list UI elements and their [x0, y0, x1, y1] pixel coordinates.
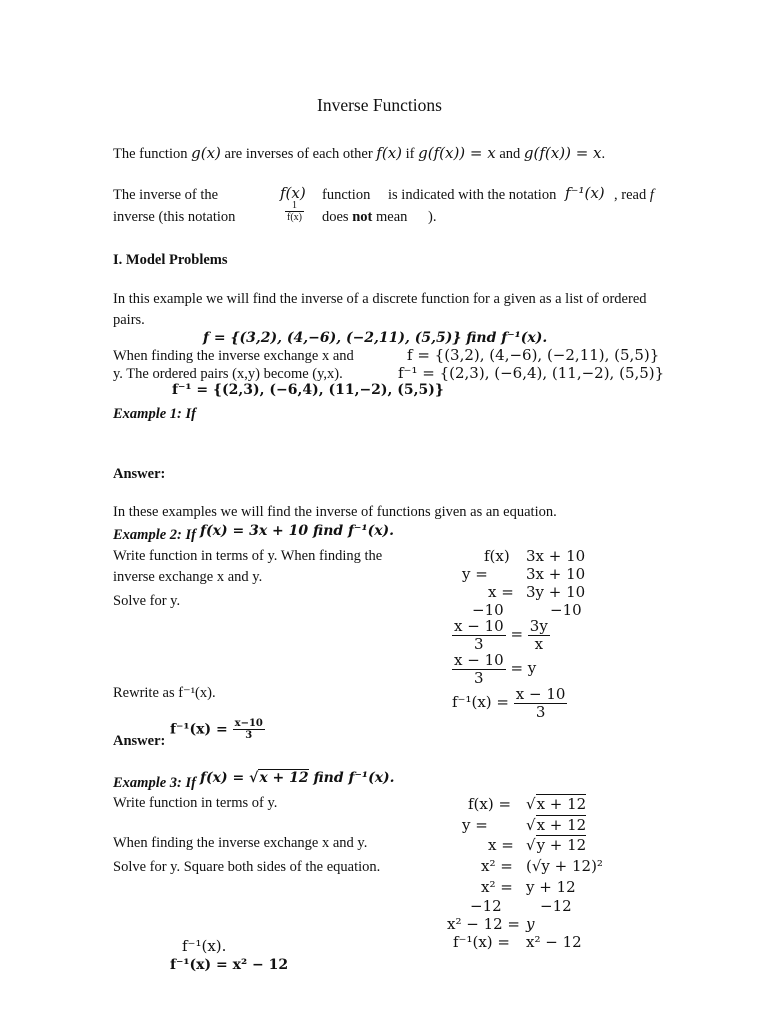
ex3-work-r7l: x² − 12 =	[447, 915, 521, 933]
ex3-work-r7r: y	[526, 915, 535, 933]
discrete-work2: f⁻¹ = {(2,3), (−6,4), (11,−2), (5,5)}	[398, 364, 665, 382]
ex3-work-r1r	[526, 796, 586, 813]
sqrt-sign: √	[249, 770, 259, 786]
example1-answer-label: Answer:	[113, 466, 166, 482]
ex3-r2-radicand: x + 12	[536, 816, 587, 834]
notation-line1-c: is indicated with the notation	[388, 187, 557, 203]
ex2-r7-den: 3	[535, 702, 546, 721]
ex2-r5-rnum: 3y	[529, 617, 548, 635]
ex2-work-r2r: 3x + 10	[526, 565, 586, 583]
ex2-work-r3l: x =	[488, 583, 514, 601]
example3-label: Example 3: If	[113, 775, 196, 791]
example3-step3: Solve for y. Square both sides of the equation.	[113, 859, 381, 875]
sqrt-sign: √	[526, 816, 536, 834]
ex3-problem-lhs: f(x) =	[200, 770, 245, 786]
ex3-work-r6l: −12	[470, 897, 502, 915]
intro-text: are inverses of each other	[224, 146, 373, 162]
ex2-r5-num: x − 10	[454, 617, 504, 635]
notation-line1-a: The inverse of the	[113, 187, 219, 203]
ex3-work-r5l: x² =	[481, 878, 513, 896]
composition-1: g(f(x)) = x	[418, 144, 496, 162]
discrete-step1	[113, 349, 354, 365]
ex2-r5-eq: =	[510, 625, 524, 643]
notation-line1-b: function	[322, 187, 371, 203]
sqrt-sign: √	[526, 795, 536, 813]
ex2-work-r7	[452, 686, 567, 720]
notation-finv: f⁻¹(x)	[565, 184, 605, 202]
notation-read: , read	[614, 187, 647, 203]
notation-does: does	[322, 209, 349, 225]
discrete-step2: y. The ordered pairs (x,y) become (y,x).	[113, 366, 343, 382]
discrete-step1-text: When finding the inverse exchange x and	[113, 348, 354, 364]
section-heading: I. Model Problems	[113, 252, 228, 268]
notation-line2-b	[322, 210, 407, 226]
example2-rewrite: Rewrite as f⁻¹(x).	[113, 685, 216, 701]
example2-problem: f(x) = 3x + 10 find f⁻¹(x).	[200, 523, 395, 539]
notation-line2-a: inverse (this notation	[113, 209, 236, 225]
notation-fx: f(x)	[280, 184, 306, 202]
ex2-r6-eq: =	[510, 659, 524, 677]
ex2-answer-lhs: f⁻¹(x) =	[170, 721, 228, 738]
example2-answer-label: Answer:	[113, 733, 166, 749]
ex3-problem-radicand: x + 12	[259, 770, 309, 786]
intro-period: .	[601, 146, 606, 162]
ex3-work-r1l: f(x) =	[468, 795, 512, 813]
example2-step3: Solve for y.	[113, 593, 181, 609]
ex2-answer-den: 3	[245, 730, 253, 741]
one-over-fx-fraction	[285, 200, 304, 223]
example3-step2: When finding the inverse exchange x and y.	[113, 835, 368, 851]
ex3-work-r4l: x² =	[481, 857, 513, 875]
ex2-work-r4r: −10	[550, 601, 582, 619]
ex3-work-r8r: x² − 12	[526, 933, 582, 951]
ex3-work-r2l: y =	[462, 816, 488, 834]
fraction-denominator: f(x)	[287, 212, 302, 223]
composition-2: g(f(x)) = x	[523, 144, 602, 162]
sqrt-sign: √	[526, 836, 536, 854]
g-of-x: g(x)	[191, 144, 221, 162]
notation-line2-d: ).	[428, 209, 437, 225]
intro-if: if	[405, 146, 415, 162]
intro-line	[113, 145, 605, 163]
notation-f: f	[649, 187, 654, 203]
ex3-work-r5r: y + 12	[526, 878, 576, 896]
discrete-intro-line1: In this example we will find the inverse of a discrete function for a given as a list of ordered	[113, 291, 647, 307]
ex2-r6-r: y	[527, 659, 537, 677]
example3-problem	[200, 771, 395, 786]
ex3-work-r2r	[526, 817, 586, 834]
example2-step2: inverse exchange x and y.	[113, 569, 263, 585]
example2-answer	[170, 718, 265, 741]
ex2-r5-den: 3	[474, 634, 484, 653]
ex2-answer-num: x−10	[234, 718, 263, 729]
ex3-problem-tail: find f⁻¹(x).	[313, 770, 395, 786]
ex2-work-r6	[452, 652, 536, 686]
example3-step1: Write function in terms of y.	[113, 795, 278, 811]
discrete-answer-set: f⁻¹ = {(2,3), (−6,4), (11,−2), (5,5)}	[172, 382, 444, 398]
ex2-r7-lhs: f⁻¹(x) =	[452, 693, 509, 711]
ex2-work-r5	[452, 618, 550, 652]
ex2-r6-den: 3	[474, 668, 484, 687]
ex2-work-r2l: y =	[462, 565, 488, 583]
equation-intro: In these examples we will find the inverse of functions given as an equation.	[113, 504, 557, 520]
ex2-r6-num: x − 10	[454, 651, 504, 669]
ex2-work-r1r: 3x + 10	[526, 547, 586, 565]
example2-step1: Write function in terms of y. When finding the	[113, 548, 383, 564]
example2-label: Example 2: If	[113, 527, 196, 543]
notation-mean: mean	[376, 209, 408, 225]
example3-answer: f⁻¹(x) = x² − 12	[170, 957, 289, 973]
ex3-r1-radicand: x + 12	[536, 795, 587, 813]
intro-text: The function	[113, 146, 188, 162]
ex3-work-r6r: −12	[540, 897, 572, 915]
ex3-r3-radicand: y + 12	[536, 836, 587, 854]
ex3-work-r4r: (√y + 12)²	[526, 857, 603, 875]
ex2-work-r4l: −10	[472, 601, 504, 619]
discrete-work1: f = {(3,2), (4,−6), (−2,11), (5,5)}	[407, 346, 660, 364]
notation-not: not	[352, 209, 373, 225]
ex3-work-r8l: f⁻¹(x) =	[453, 933, 510, 951]
page-title: Inverse Functions	[317, 95, 442, 115]
discrete-intro-line2: pairs.	[113, 312, 145, 328]
intro-and: and	[499, 146, 521, 162]
ex3-work-r3r	[526, 837, 586, 854]
ex2-work-r1l: f(x)	[484, 547, 510, 565]
ex2-work-r3r: 3y + 10	[526, 583, 586, 601]
example1-label: Example 1: If	[113, 406, 196, 422]
f-of-x: f(x)	[376, 144, 403, 162]
fraction-numerator: 1	[285, 200, 304, 212]
notation-line1-d	[614, 188, 654, 204]
example3-rewrite: f⁻¹(x).	[182, 937, 227, 955]
discrete-problem: f = {(3,2), (4,−6), (−2,11), (5,5)} find f⁻¹(x).	[203, 330, 548, 346]
ex2-r7-num: x − 10	[515, 685, 566, 703]
ex3-work-r3l: x =	[488, 836, 514, 854]
ex2-r5-rden: x	[534, 634, 544, 653]
